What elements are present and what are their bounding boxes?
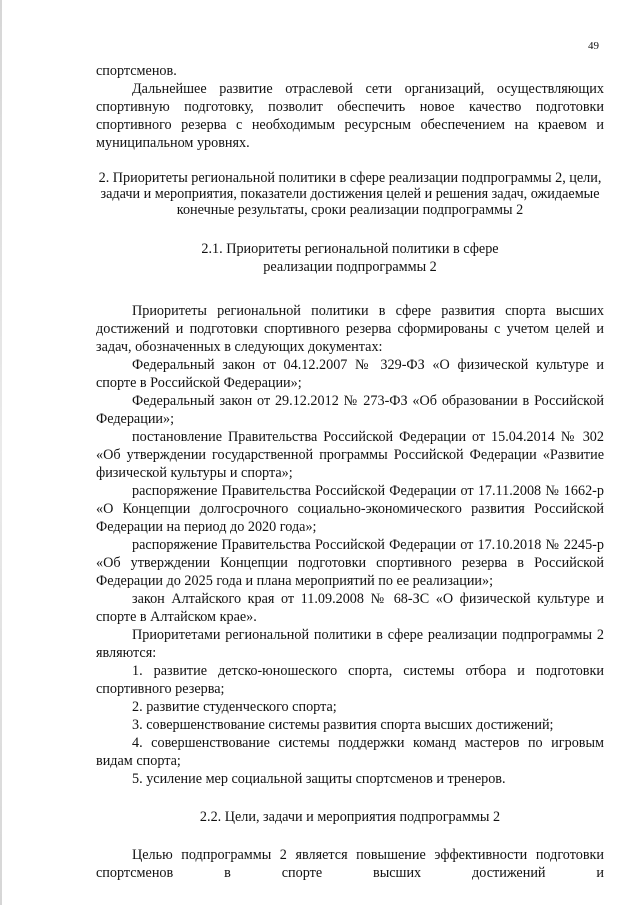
priority-item: 2. развитие студенческого спорта; [132, 699, 337, 715]
doc-item: постановление Правительства Российской Федерации от 15.04.2014 № 302 «Об утверждении государственной программы Российской Федерации «Развитие физической культуры и спорта»; [96, 429, 604, 481]
section-2-1-heading-line-2: реализации подпрограммы 2 [263, 259, 437, 275]
section-2-1-intro: Приоритеты региональной политики в сфере развития спорта высших достижений и подготовки спортивного резерва сформированы с учетом целей и задач, обозначенных в следующих документах: [96, 303, 604, 355]
scan-edge [0, 0, 2, 905]
section-2-2-heading: 2.2. Цели, задачи и мероприятия подпрограммы 2 [199, 809, 501, 825]
page-number: 49 [588, 40, 599, 52]
priority-item: 5. усиление мер социальной защиты спортсменов и тренеров. [132, 771, 506, 787]
section-2-2-goal: Целью подпрограммы 2 является повышение эффективности подготовки спортсменов в спорте высших достижений и [96, 847, 604, 881]
section-2-1-heading [96, 240, 604, 276]
priorities-intro: Приоритетами региональной политики в сфере реализации подпрограммы 2 являются: [96, 627, 604, 661]
doc-item: распоряжение Правительства Российской Федерации от 17.11.2008 № 1662-р «О Концепции долгосрочного социально-экономического развития Российской Федерации на период до 2020 года»; [96, 483, 604, 535]
doc-item: распоряжение Правительства Российской Федерации от 17.10.2018 № 2245-р «Об утверждении Концепции подготовки спортивного резерва в Российской Федерации до 2025 года и плана мероприятий по ее реализации»; [96, 537, 604, 589]
doc-item: закон Алтайского края от 11.09.2008 № 68-ЗС «О физической культуре и спорте в Алтайском крае». [96, 591, 604, 625]
document-body [96, 62, 604, 882]
continuation-line: спортсменов. [96, 63, 177, 79]
doc-item: Федеральный закон от 29.12.2012 № 273-ФЗ «Об образовании в Российской Федерации»; [96, 393, 604, 427]
doc-item: Федеральный закон от 04.12.2007 № 329-ФЗ «О физической культуре и спорте в Российской Федерации»; [96, 357, 604, 391]
section-2-1-heading-line-1: 2.1. Приоритеты региональной политики в сфере [201, 241, 499, 257]
priority-item: 4. совершенствование системы поддержки команд мастеров по игровым видам спорта; [96, 735, 604, 769]
priority-item: 3. совершенствование системы развития спорта высших достижений; [132, 717, 554, 733]
section-2-heading: 2. Приоритеты региональной политики в сфере реализации подпрограммы 2, цели, задачи и мероприятия, показатели достижения целей и решения задач, ожидаемые конечные результаты, сроки реализации подпрограммы 2 [98, 170, 602, 218]
priority-item: 1. развитие детско-юношеского спорта, системы отбора и подготовки спортивного резерва; [96, 663, 604, 697]
intro-paragraph: Дальнейшее развитие отраслевой сети организаций, осуществляющих спортивную подготовку, позволит обеспечить новое качество подготовки спортивного резерва с необходимым ресурсным обеспечением на краевом и муниципальном уровнях. [96, 81, 604, 151]
